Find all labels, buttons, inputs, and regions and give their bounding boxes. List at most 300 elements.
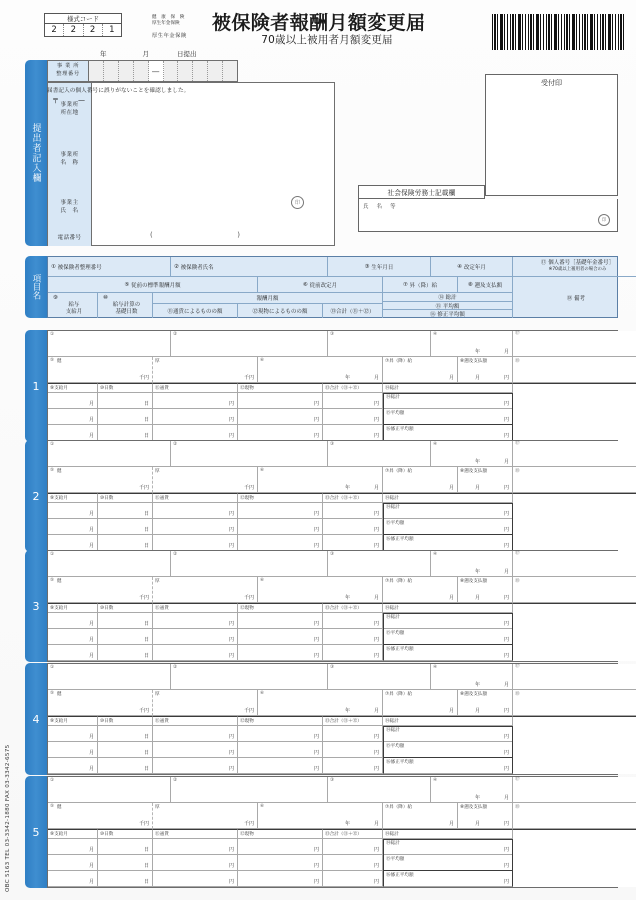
field-prev-standard-health[interactable] — [48, 803, 153, 829]
field-grandtotal-head-label: ⑭総計 — [385, 832, 399, 837]
input-remarks[interactable] — [513, 613, 636, 661]
input-currency-3[interactable] — [153, 758, 238, 774]
input-total-1-unit: 円 — [373, 401, 379, 407]
input-inkind-3[interactable] — [238, 535, 323, 551]
input-payment-month-3[interactable] — [48, 758, 98, 774]
input-total-3-unit: 円 — [373, 543, 379, 549]
field-payment-month-head — [48, 383, 98, 393]
page-title: 被保険者報酬月額変更届 — [212, 11, 426, 34]
legend-item-5: ⑤ 従前の標準報酬月額 — [48, 277, 258, 293]
field-grandtotal-head-label: ⑭総計 — [385, 606, 399, 611]
field-prev-revision-month-marker: ⑥ — [260, 804, 265, 809]
field-currency-head-label: ⑪通貨 — [155, 606, 169, 611]
input-basis-days-1[interactable] — [98, 839, 153, 855]
input-currency-2[interactable] — [153, 629, 238, 645]
field-remarks[interactable] — [513, 803, 636, 829]
field-prev-standard-health[interactable] — [48, 357, 153, 383]
field-prev-standard-health-marker: ⑤ — [50, 578, 55, 583]
input-inkind-1[interactable] — [238, 726, 323, 742]
input-basis-days-2[interactable] — [98, 409, 153, 425]
field-prev-standard-health[interactable] — [48, 690, 153, 716]
input-inkind-1[interactable] — [238, 839, 323, 855]
field-insured-number[interactable] — [48, 551, 171, 577]
field-prev-revision-month-marker: ⑥ — [260, 578, 265, 583]
input-total-1-unit: 円 — [373, 847, 379, 853]
input-payment-month-2[interactable] — [48, 742, 98, 758]
input-currency-1[interactable] — [153, 503, 238, 519]
input-inkind-1[interactable] — [238, 613, 323, 629]
input-average[interactable] — [383, 855, 513, 871]
input-total-1-unit: 円 — [373, 621, 379, 627]
field-revision-ym-unit-mid: 年 — [474, 795, 480, 801]
field-prev-standard-pension-label: 厚 — [155, 359, 160, 364]
input-total-2[interactable] — [323, 519, 383, 535]
input-inkind-1-unit: 円 — [313, 401, 319, 407]
legend-item-17: ⑰ 個人番号［基礎年金番号］ ※70歳以上被用者の場合のみ — [513, 257, 636, 277]
input-currency-1[interactable] — [153, 613, 238, 629]
input-currency-3-unit: 円 — [228, 879, 234, 885]
input-grandtotal[interactable] — [383, 503, 513, 519]
input-inkind-3[interactable] — [238, 645, 323, 661]
input-total-2[interactable] — [323, 855, 383, 871]
input-payment-month-2-unit: 月 — [88, 417, 94, 423]
input-currency-2[interactable] — [153, 855, 238, 871]
input-currency-2[interactable] — [153, 742, 238, 758]
field-prev-standard-pension-label: 厚 — [155, 469, 160, 474]
field-prev-standard-health[interactable] — [48, 577, 153, 603]
input-payment-month-2-unit: 月 — [88, 637, 94, 643]
input-total-1[interactable] — [323, 726, 383, 742]
input-inkind-2[interactable] — [238, 519, 323, 535]
field-prev-standard-health-marker: ⑤ — [50, 804, 55, 809]
input-currency-1[interactable] — [153, 726, 238, 742]
field-grandtotal-head-label: ⑭総計 — [385, 496, 399, 501]
input-basis-days-2[interactable] — [98, 519, 153, 535]
field-basis-days-head — [98, 383, 153, 393]
field-mynumber-marker: ⑰ — [515, 551, 520, 556]
input-total-1[interactable] — [323, 613, 383, 629]
legend-item-2: ② 被保険者氏名 — [171, 257, 328, 277]
input-payment-month-1[interactable] — [48, 839, 98, 855]
field-retroactive-pay[interactable] — [458, 690, 513, 716]
submit-month-label: 月 — [142, 50, 149, 58]
input-payment-month-1[interactable] — [48, 613, 98, 629]
input-remarks[interactable] — [513, 726, 636, 774]
field-prev-revision-month-unit-mid: 年 — [344, 375, 350, 381]
input-currency-3-unit: 円 — [228, 543, 234, 549]
input-average-label: ⑮平均額 — [386, 521, 405, 526]
input-inkind-2[interactable] — [238, 629, 323, 645]
field-birthdate-marker: ③ — [330, 442, 335, 447]
input-payment-month-2[interactable] — [48, 519, 98, 535]
input-payment-month-3-unit: 月 — [88, 433, 94, 439]
submit-date-line — [82, 48, 242, 59]
input-basis-days-2[interactable] — [98, 855, 153, 871]
field-birthdate[interactable] — [328, 777, 431, 803]
input-basis-days-3-unit: 日 — [143, 543, 149, 549]
owner-name-label: 事業主 氏 名 — [48, 183, 92, 231]
input-corrected-average[interactable] — [383, 645, 513, 661]
field-raise-drop-unit: 月 — [448, 375, 454, 381]
field-basis-days-head — [98, 829, 153, 839]
field-inkind-head-label: ⑫現物 — [240, 496, 254, 501]
field-currency-head-label: ⑪通貨 — [155, 719, 169, 724]
input-basis-days-2-unit: 日 — [143, 637, 149, 643]
input-currency-2[interactable] — [153, 409, 238, 425]
input-basis-days-1[interactable] — [98, 726, 153, 742]
field-prev-standard-health-unit: 千円 — [138, 595, 149, 601]
input-average-unit: 円 — [503, 417, 509, 423]
input-basis-days-3[interactable] — [98, 871, 153, 887]
legend-item-6: ⑥ 従前改定月 — [258, 277, 383, 293]
input-currency-2[interactable] — [153, 519, 238, 535]
input-grandtotal-unit: 円 — [503, 847, 509, 853]
field-insured-name[interactable] — [171, 664, 328, 690]
field-retroactive-pay-unit-mid: 月 — [474, 375, 480, 381]
field-insured-name[interactable] — [171, 441, 328, 467]
submitter-section-spine — [25, 60, 47, 246]
field-currency-head — [153, 383, 238, 393]
legend-item-8: ⑧ 遡及支払額 — [458, 277, 513, 293]
office-name-label: 事業所 名 称 — [48, 135, 92, 183]
field-revision-ym[interactable] — [431, 331, 513, 357]
field-total-head-label: ⑬合計（⑪＋⑫） — [325, 606, 362, 611]
field-total-head — [323, 603, 383, 613]
field-retroactive-pay[interactable] — [458, 467, 513, 493]
input-payment-month-1-unit: 月 — [88, 734, 94, 740]
field-revision-ym-unit-mid: 年 — [474, 349, 480, 355]
field-prev-revision-month[interactable] — [258, 357, 383, 383]
form-code-digit-2: 2 — [64, 24, 83, 36]
input-currency-2-unit: 円 — [228, 863, 234, 869]
input-inkind-3[interactable] — [238, 425, 323, 441]
field-raise-drop-label: ⑦昇（降）給 — [385, 579, 413, 584]
field-prev-standard-pension[interactable] — [153, 467, 258, 493]
field-raise-drop[interactable] — [383, 803, 458, 829]
input-currency-2-unit: 円 — [228, 637, 234, 643]
field-mynumber-cell[interactable] — [513, 664, 636, 690]
field-insured-name[interactable] — [171, 777, 328, 803]
input-grandtotal-unit: 円 — [503, 621, 509, 627]
input-total-1[interactable] — [323, 393, 383, 409]
field-raise-drop-unit: 月 — [448, 821, 454, 827]
input-total-3[interactable] — [323, 535, 383, 551]
field-insured-name[interactable] — [171, 551, 328, 577]
field-prev-standard-pension[interactable] — [153, 357, 258, 383]
input-payment-month-1-unit: 月 — [88, 401, 94, 407]
input-average[interactable] — [383, 409, 513, 425]
field-remarks[interactable] — [513, 577, 636, 603]
field-retroactive-pay[interactable] — [458, 577, 513, 603]
field-raise-drop-label: ⑦昇（降）給 — [385, 359, 413, 364]
field-prev-revision-month-unit: 月 — [373, 708, 379, 714]
input-grandtotal-unit: 円 — [503, 511, 509, 517]
field-basis-days-head-label: ⑩日数 — [100, 386, 114, 391]
field-prev-revision-month[interactable] — [258, 467, 383, 493]
input-inkind-3[interactable] — [238, 871, 323, 887]
field-raise-drop-unit: 月 — [448, 485, 454, 491]
field-insured-name-marker: ② — [173, 552, 178, 557]
input-inkind-1[interactable] — [238, 503, 323, 519]
sharoushi-name-field[interactable] — [358, 199, 618, 232]
field-mynumber-cell[interactable] — [513, 777, 636, 803]
field-grandtotal-head — [383, 716, 513, 726]
field-currency-head-label: ⑪通貨 — [155, 496, 169, 501]
field-prev-standard-health-marker: ⑤ — [50, 691, 55, 696]
field-prev-revision-month-unit-mid: 年 — [344, 485, 350, 491]
input-basis-days-1[interactable] — [98, 613, 153, 629]
field-retroactive-pay-label: ⑧遡及支払額 — [460, 359, 488, 364]
field-retroactive-pay-unit-mid: 月 — [474, 821, 480, 827]
input-currency-3[interactable] — [153, 425, 238, 441]
input-basis-days-2[interactable] — [98, 629, 153, 645]
field-prev-standard-pension-unit: 千円 — [243, 595, 254, 601]
field-insured-number[interactable] — [48, 441, 171, 467]
input-total-3[interactable] — [323, 871, 383, 887]
field-prev-standard-health-label: 健 — [57, 469, 62, 474]
field-remarks-cont-a — [513, 493, 636, 503]
field-retroactive-pay-unit-mid: 月 — [474, 595, 480, 601]
field-revision-ym[interactable] — [431, 777, 513, 803]
field-remarks-cont-a — [513, 603, 636, 613]
input-grandtotal[interactable] — [383, 726, 513, 742]
field-prev-revision-month-unit-mid: 年 — [344, 595, 350, 601]
field-retroactive-pay-label: ⑧遡及支払額 — [460, 805, 488, 810]
field-currency-head — [153, 493, 238, 503]
input-corrected-average[interactable] — [383, 871, 513, 887]
field-raise-drop[interactable] — [383, 690, 458, 716]
data-row — [25, 550, 618, 662]
input-payment-month-3[interactable] — [48, 535, 98, 551]
input-grandtotal[interactable] — [383, 613, 513, 629]
field-prev-standard-pension[interactable] — [153, 803, 258, 829]
telephone-input[interactable]: ( ) — [150, 231, 240, 239]
input-grandtotal[interactable] — [383, 839, 513, 855]
field-prev-revision-month[interactable] — [258, 803, 383, 829]
input-basis-days-1[interactable] — [98, 393, 153, 409]
field-insured-name[interactable] — [171, 331, 328, 357]
form-code-digit-3: 2 — [84, 24, 103, 36]
input-payment-month-3-unit: 月 — [88, 879, 94, 885]
input-currency-1[interactable] — [153, 839, 238, 855]
input-payment-month-3[interactable] — [48, 645, 98, 661]
input-corrected-average-label: ⑯修正平均額 — [386, 427, 414, 432]
field-total-head-label: ⑬合計（⑪＋⑫） — [325, 496, 362, 501]
field-prev-revision-month[interactable] — [258, 690, 383, 716]
data-row — [25, 776, 618, 888]
input-payment-month-1-unit: 月 — [88, 847, 94, 853]
field-mynumber-cell[interactable] — [513, 331, 636, 357]
field-payment-month-head-label: ⑨支給月 — [50, 719, 68, 724]
row-grid — [47, 440, 618, 552]
field-payment-month-head-label: ⑨支給月 — [50, 386, 68, 391]
field-prev-standard-health-unit: 千円 — [138, 375, 149, 381]
input-payment-month-3[interactable] — [48, 425, 98, 441]
office-code-input[interactable] — [89, 60, 238, 82]
field-prev-standard-health[interactable] — [48, 467, 153, 493]
submit-day-label: 日提出 — [177, 50, 197, 58]
field-remarks-cont-a — [513, 716, 636, 726]
field-retroactive-pay[interactable] — [458, 357, 513, 383]
input-corrected-average[interactable] — [383, 758, 513, 774]
input-corrected-average-unit: 円 — [503, 766, 509, 772]
input-corrected-average-label: ⑯修正平均額 — [386, 873, 414, 878]
publisher-imprint: OBC 5163 TEL 03-3342-1880 FAX 03-3342-6575 — [5, 744, 11, 892]
field-birthdate[interactable] — [328, 551, 431, 577]
field-insured-number[interactable] — [48, 664, 171, 690]
legend-houshu-header: 報酬月額 — [153, 293, 383, 304]
sharoushi-name-label: 氏 名 等 — [363, 204, 397, 210]
field-currency-head — [153, 716, 238, 726]
field-remarks[interactable] — [513, 467, 636, 493]
input-currency-1-unit: 円 — [228, 847, 234, 853]
field-remarks[interactable] — [513, 690, 636, 716]
input-total-3[interactable] — [323, 645, 383, 661]
field-birthdate-marker: ③ — [330, 552, 335, 557]
input-currency-3[interactable] — [153, 871, 238, 887]
field-prev-revision-month-marker: ⑥ — [260, 468, 265, 473]
form-code-digit-1: 2 — [45, 24, 64, 36]
field-raise-drop[interactable] — [383, 577, 458, 603]
input-basis-days-2[interactable] — [98, 742, 153, 758]
input-total-1[interactable] — [323, 503, 383, 519]
field-prev-standard-pension-unit: 千円 — [243, 708, 254, 714]
field-basis-days-head-label: ⑩日数 — [100, 496, 114, 501]
office-code-label-line1: 事 業 所 — [56, 63, 80, 70]
input-basis-days-3[interactable] — [98, 535, 153, 551]
field-payment-month-head — [48, 716, 98, 726]
field-birthdate[interactable] — [328, 441, 431, 467]
field-prev-standard-pension-label: 厚 — [155, 692, 160, 697]
input-total-2[interactable] — [323, 409, 383, 425]
input-payment-month-1[interactable] — [48, 503, 98, 519]
input-total-2[interactable] — [323, 742, 383, 758]
input-remarks[interactable] — [513, 393, 636, 441]
input-payment-month-2[interactable] — [48, 629, 98, 645]
input-currency-3[interactable] — [153, 535, 238, 551]
field-insured-name-marker: ② — [173, 778, 178, 783]
input-inkind-2[interactable] — [238, 742, 323, 758]
field-insured-number[interactable] — [48, 777, 171, 803]
input-payment-month-2[interactable] — [48, 409, 98, 425]
field-revision-ym-marker: ④ — [433, 332, 438, 337]
input-currency-1[interactable] — [153, 393, 238, 409]
row-grid — [47, 776, 618, 888]
input-remarks[interactable] — [513, 839, 636, 887]
field-mynumber-cell[interactable] — [513, 441, 636, 467]
field-revision-ym[interactable] — [431, 441, 513, 467]
input-inkind-1[interactable] — [238, 393, 323, 409]
input-total-1[interactable] — [323, 839, 383, 855]
input-basis-days-1[interactable] — [98, 503, 153, 519]
input-basis-days-3[interactable] — [98, 645, 153, 661]
input-corrected-average[interactable] — [383, 425, 513, 441]
input-corrected-average[interactable] — [383, 535, 513, 551]
office-code-label — [47, 60, 89, 82]
submitter-section-label: 提出者記入欄 — [30, 123, 41, 183]
field-retroactive-pay[interactable] — [458, 803, 513, 829]
input-inkind-3-unit: 円 — [313, 653, 319, 659]
field-raise-drop[interactable] — [383, 357, 458, 383]
input-currency-1-unit: 円 — [228, 734, 234, 740]
input-currency-3[interactable] — [153, 645, 238, 661]
input-remarks[interactable] — [513, 503, 636, 551]
input-currency-2-unit: 円 — [228, 417, 234, 423]
row-number: 4 — [25, 663, 47, 775]
input-payment-month-1[interactable] — [48, 726, 98, 742]
field-prev-standard-health-label: 健 — [57, 692, 62, 697]
field-prev-standard-health-label: 健 — [57, 579, 62, 584]
form-code-digit-4: 1 — [109, 25, 115, 35]
input-inkind-2-unit: 円 — [313, 417, 319, 423]
input-currency-2-unit: 円 — [228, 750, 234, 756]
field-raise-drop[interactable] — [383, 467, 458, 493]
field-revision-ym-unit-mid: 年 — [474, 569, 480, 575]
field-grandtotal-head — [383, 603, 513, 613]
input-inkind-3[interactable] — [238, 758, 323, 774]
field-revision-ym[interactable] — [431, 664, 513, 690]
field-mynumber-marker: ⑰ — [515, 664, 520, 669]
input-average[interactable] — [383, 519, 513, 535]
field-prev-standard-health-label: 健 — [57, 359, 62, 364]
input-inkind-1-unit: 円 — [313, 847, 319, 853]
input-corrected-average-label: ⑯修正平均額 — [386, 760, 414, 765]
field-currency-head — [153, 603, 238, 613]
input-basis-days-3[interactable] — [98, 425, 153, 441]
insurance-kind-health: 健 康 保 険 — [152, 14, 186, 20]
input-grandtotal-label: ⑭総計 — [386, 841, 400, 846]
input-grandtotal[interactable] — [383, 393, 513, 409]
postal-code-dash: — — [78, 96, 85, 104]
input-grandtotal-label: ⑭総計 — [386, 395, 400, 400]
input-inkind-2[interactable] — [238, 855, 323, 871]
input-basis-days-3[interactable] — [98, 758, 153, 774]
input-payment-month-3[interactable] — [48, 871, 98, 887]
field-revision-ym-marker: ④ — [433, 665, 438, 670]
field-prev-standard-pension[interactable] — [153, 690, 258, 716]
input-average[interactable] — [383, 742, 513, 758]
field-revision-ym[interactable] — [431, 551, 513, 577]
input-payment-month-1[interactable] — [48, 393, 98, 409]
input-payment-month-2[interactable] — [48, 855, 98, 871]
field-remarks[interactable] — [513, 357, 636, 383]
field-birthdate[interactable] — [328, 331, 431, 357]
input-average[interactable] — [383, 629, 513, 645]
field-insured-number[interactable] — [48, 331, 171, 357]
legend-item-16: ⑯ 修正平均額 — [383, 310, 513, 318]
field-prev-revision-month[interactable] — [258, 577, 383, 603]
field-remarks-marker: ⑱ — [515, 579, 520, 584]
input-total-2[interactable] — [323, 629, 383, 645]
field-birthdate[interactable] — [328, 664, 431, 690]
field-mynumber-cell[interactable] — [513, 551, 636, 577]
input-total-3[interactable] — [323, 425, 383, 441]
input-inkind-2[interactable] — [238, 409, 323, 425]
field-prev-standard-pension[interactable] — [153, 577, 258, 603]
input-grandtotal-label: ⑭総計 — [386, 505, 400, 510]
input-currency-1-unit: 円 — [228, 621, 234, 627]
field-retroactive-pay-label: ⑧遡及支払額 — [460, 692, 488, 697]
postal-code-mark: 〒 — [52, 97, 59, 105]
field-inkind-head — [238, 493, 323, 503]
field-grandtotal-head — [383, 493, 513, 503]
input-total-3[interactable] — [323, 758, 383, 774]
input-payment-month-3-unit: 月 — [88, 543, 94, 549]
legend-block — [25, 256, 618, 318]
field-basis-days-head — [98, 603, 153, 613]
legend-item-14: ⑭ 総計 — [383, 293, 513, 302]
row-grid — [47, 663, 618, 775]
